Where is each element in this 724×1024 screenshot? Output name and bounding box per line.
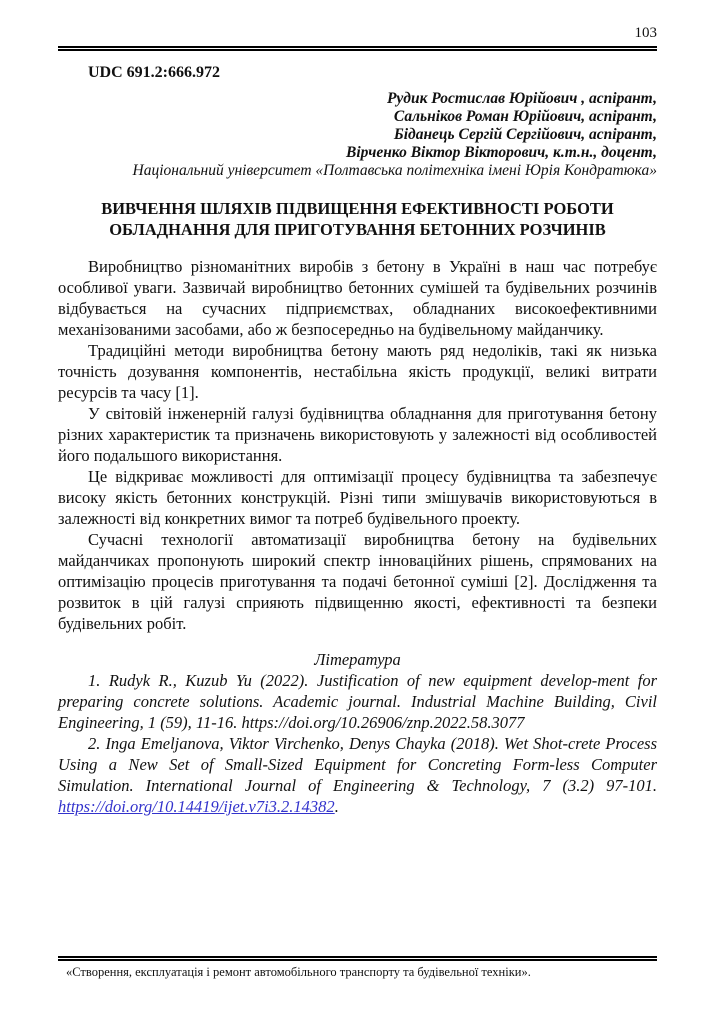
- footer-text: «Створення, експлуатація і ремонт автомобільного транспорту та будівельної техніки».: [66, 965, 531, 979]
- author-line: Біданець Сергій Сергійович, аспірант,: [393, 126, 657, 143]
- paragraph: Це відкриває можливості для оптимізації процесу будівництва та забезпечує високу якість бетонних конструкцій. Різні типи змішувачів використовуються в залежності від конкретних вимог та потреб будівельного проекту.: [58, 467, 657, 528]
- paragraph: Традиційні методи виробництва бетону мають ряд недоліків, такі як низька точність дозування компонентів, нестабільна якість продукції, великі витрати ресурсів та часу [1].: [58, 341, 657, 402]
- article-title: [58, 198, 657, 240]
- paragraph: Виробництво різноманітних виробів з бетону в Україні в наш час потребує особливої уваги. Зазвичай виробництво бетонних сумішей та будівельних розчинів відбувається на сучасних підприємствах, обладнаних високоефективними механізованими засобами, або ж безпосередньо на будівельному майданчику.: [58, 257, 657, 339]
- article-title-line2: ОБЛАДНАННЯ ДЛЯ ПРИГОТУВАННЯ БЕТОННИХ РОЗЧИНІВ: [109, 220, 606, 239]
- page-number: 103: [634, 25, 657, 41]
- paragraph: У світовій інженерній галузі будівництва обладнання для приготування бетону різних характеристик та призначень використовують у залежності від особливостей його подальшого використання.: [58, 404, 657, 465]
- header-rule: [58, 46, 657, 51]
- references-heading: Література: [314, 650, 401, 669]
- author-line: Вірченко Віктор Вікторович, к.т.н., доцент,: [346, 144, 657, 161]
- reference-text: 1. Rudyk R., Kuzub Yu (2022). Justification of new equipment develop-ment for preparing concrete solutions. Academic journal. Industrial Machine Building, Civil Engineering, 1 (59), 11-16. https://doi.org/10.26906/znp.2022.58.3077: [58, 671, 657, 732]
- footer-rule: [58, 956, 657, 961]
- reference-item: [58, 670, 657, 733]
- affiliation: Національний університет «Полтавська політехніка імені Юрія Кондратюка»: [132, 162, 657, 179]
- article-body: [58, 256, 657, 634]
- author-block: [58, 90, 657, 180]
- references-list: [58, 670, 657, 817]
- doi-link[interactable]: https://doi.org/10.14419/ijet.v7i3.2.14382: [58, 797, 335, 816]
- paragraph: Сучасні технології автоматизації виробництва бетону на будівельних майданчиках пропонують широкий спектр інноваційних рішень, спрямованих на оптимізацію процесів приготування та подачі бетонної суміші [2]. Дослідження та розвиток в цій галузі сприяють підвищенню якості, ефективності та безпеки будівельних робіт.: [58, 530, 657, 633]
- udc-code: UDC 691.2:666.972: [88, 64, 220, 81]
- reference-text: 2. Inga Emeljanova, Viktor Virchenko, Denys Chayka (2018). Wet Shot-crete Process Using a New Set of Small-Sized Equipment for Concreting Form-less Computer Simulation. International Journal of Engineering & Technology, 7 (3.2) 97-101.: [58, 734, 657, 795]
- reference-item: [58, 733, 657, 817]
- article-title-line1: ВИВЧЕННЯ ШЛЯХІВ ПІДВИЩЕННЯ ЕФЕКТИВНОСТІ РОБОТИ: [101, 199, 614, 218]
- author-line: Сальніков Роман Юрійович, аспірант,: [393, 108, 657, 125]
- author-line: Рудик Ростислав Юрійович , аспірант,: [386, 90, 657, 107]
- reference-tail: .: [334, 797, 339, 816]
- page-footer: [58, 956, 657, 980]
